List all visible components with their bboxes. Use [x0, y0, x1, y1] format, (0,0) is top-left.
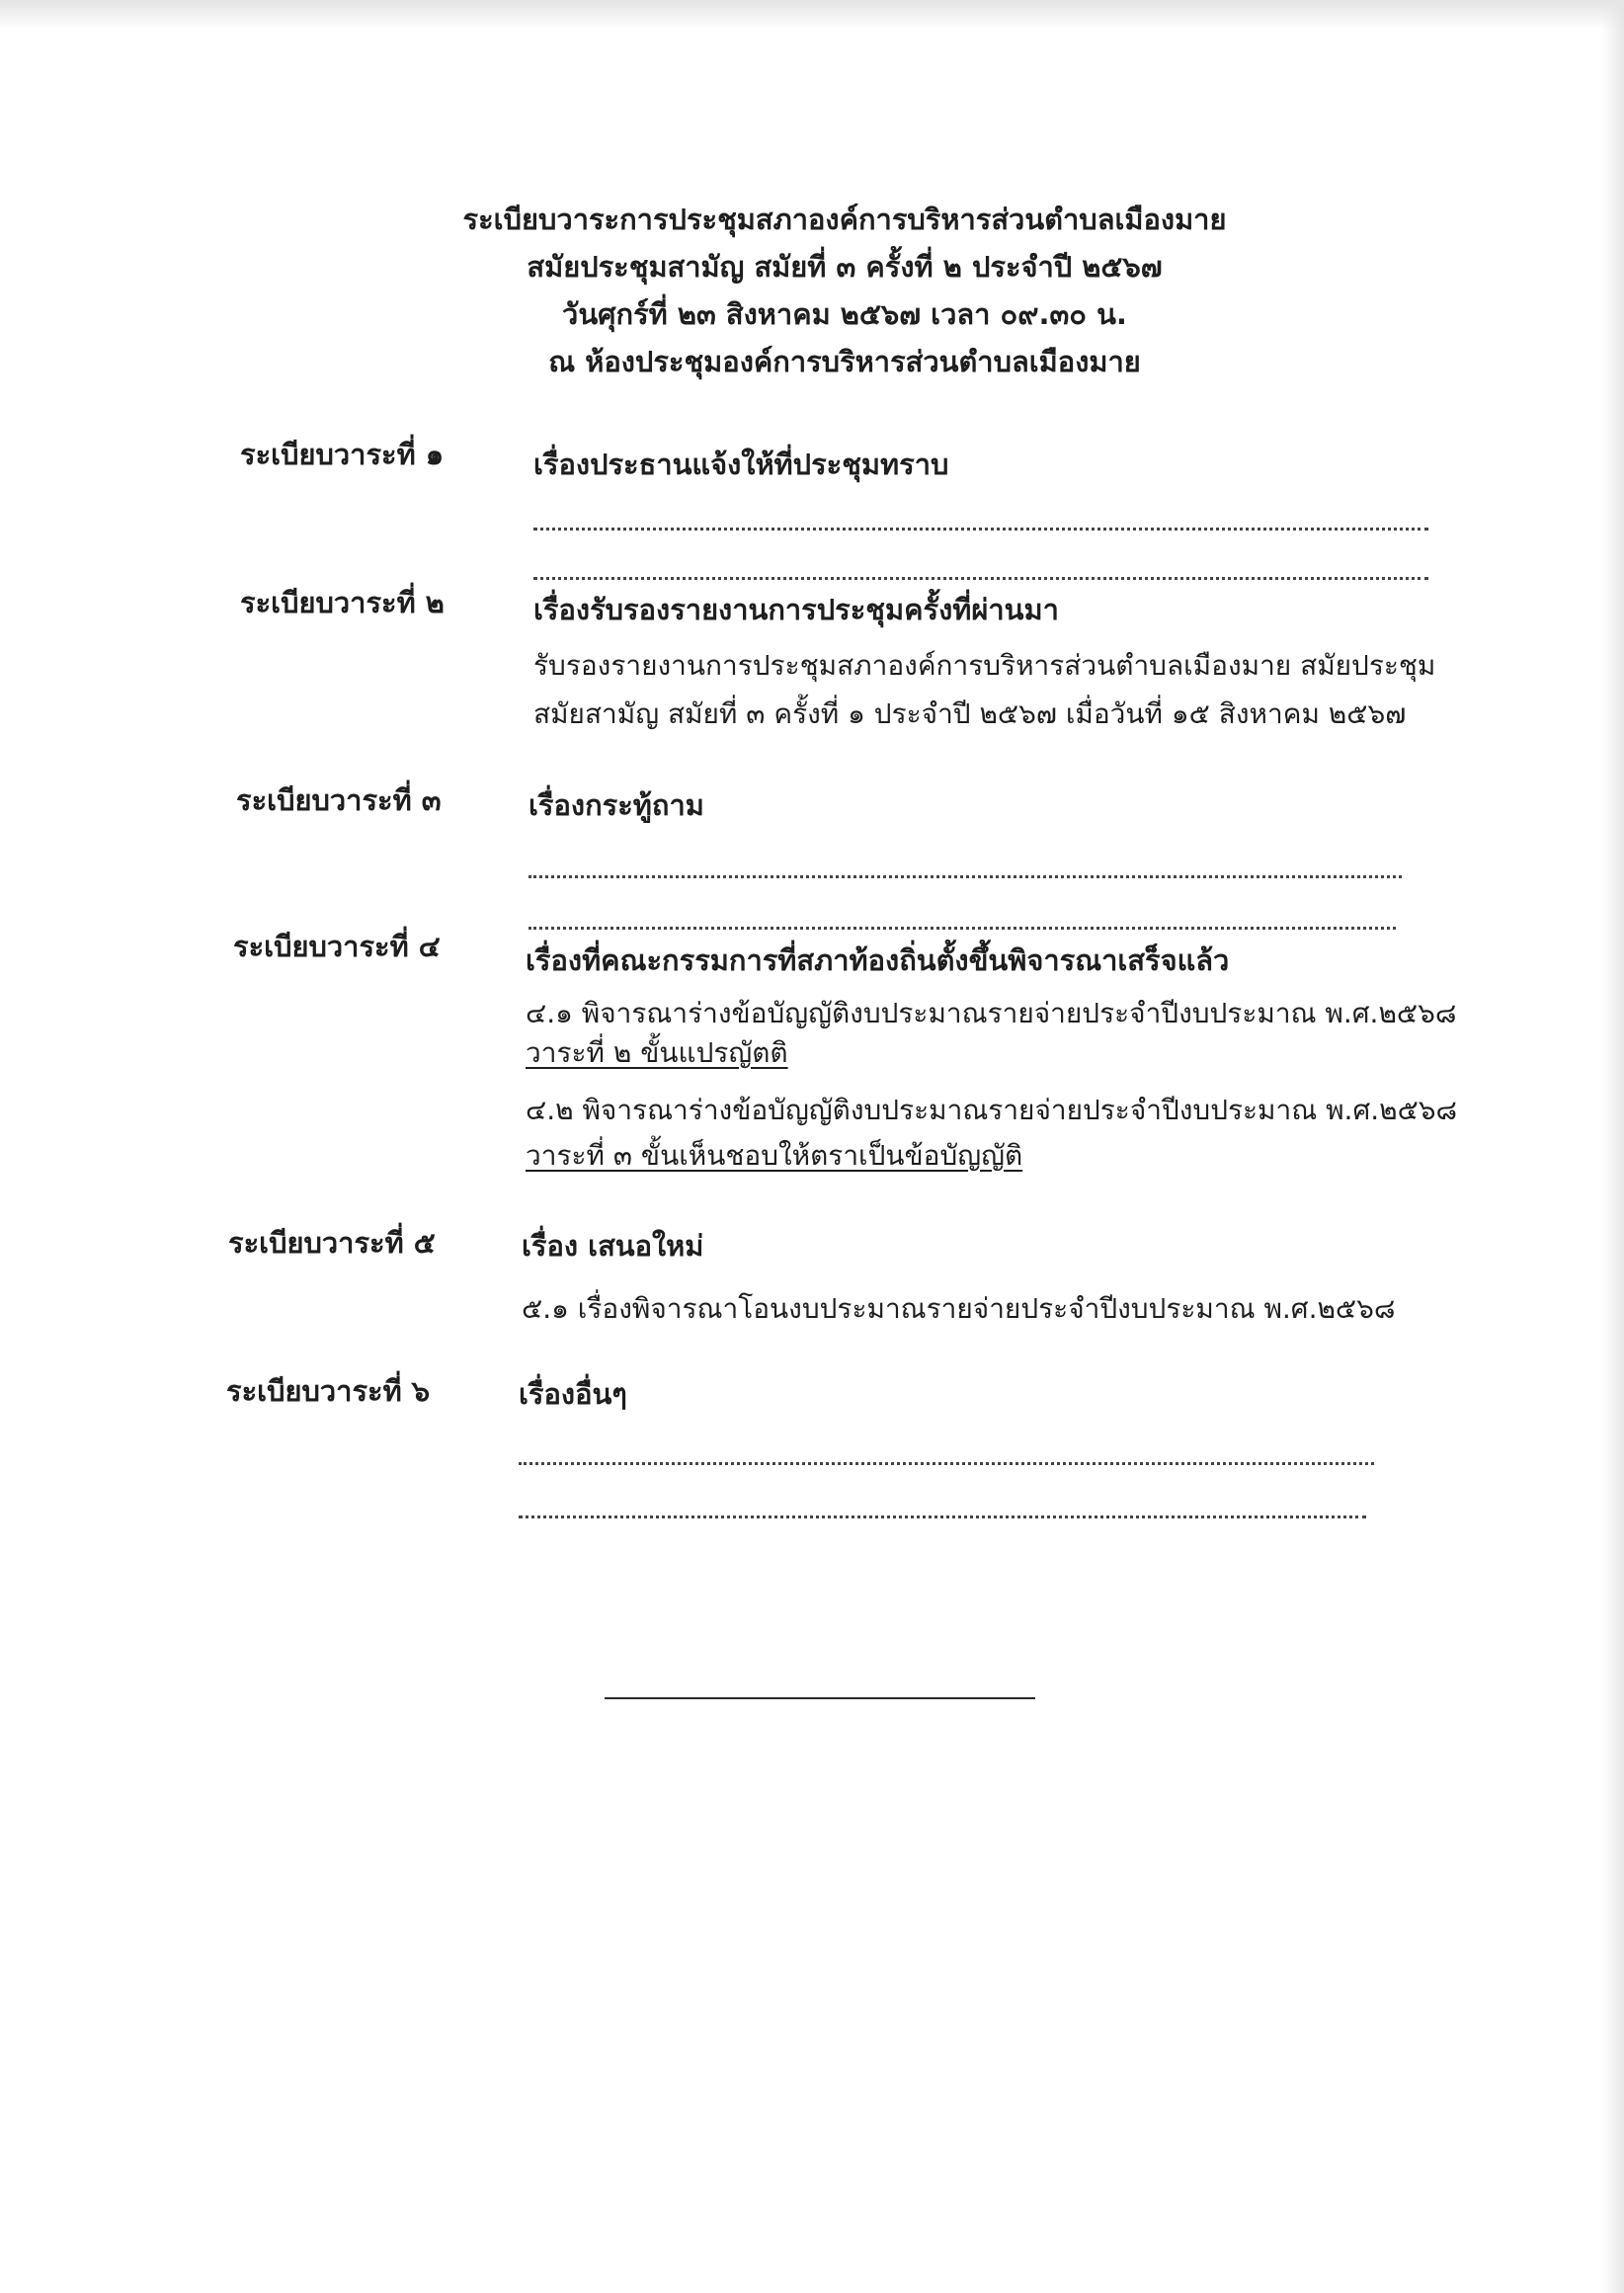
- agenda-title-4: เรื่องที่คณะกรรมการที่สภาท้องถิ่นตั้งขึ้นพิจารณาเสร็จแล้ว: [526, 943, 1230, 977]
- blank-line: [533, 528, 1428, 531]
- agenda-body-line: รับรองรายงานการประชุมสภาองค์การบริหารส่วนตำบลเมืองมาย สมัยประชุม: [533, 649, 1436, 682]
- agenda-label-1: ระเบียบวาระที่ ๑: [240, 438, 445, 471]
- header-title: ระเบียบวาระการประชุมสภาองค์การบริหารส่วนตำบลเมืองมาย: [462, 203, 1227, 236]
- agenda-title-5: เรื่อง เสนอใหม่: [522, 1229, 704, 1263]
- agenda-title-6: เรื่องอื่นๆ: [519, 1377, 627, 1411]
- agenda-subitem-5-1: ๕.๑ เรื่องพิจารณาโอนงบประมาณรายจ่ายประจำปีงบประมาณ พ.ศ.๒๕๖๘: [522, 1292, 1396, 1325]
- agenda-subitem-4-1: ๔.๑ พิจารณาร่างข้อบัญญัติงบประมาณรายจ่ายประจำปีงบประมาณ พ.ศ.๒๕๖๘: [526, 997, 1457, 1029]
- header-session: สมัยประชุมสามัญ สมัยที่ ๓ ครั้งที่ ๒ ประจำปี ๒๕๖๗: [527, 250, 1163, 284]
- header-venue: ณ ห้องประชุมองค์การบริหารส่วนตำบลเมืองมาย: [548, 345, 1141, 378]
- blank-line: [528, 927, 1396, 930]
- agenda-title-1: เรื่องประธานแจ้งให้ที่ประชุมทราบ: [533, 448, 949, 481]
- blank-line: [519, 1515, 1366, 1518]
- agenda-subitem-4-2: ๔.๒ พิจารณาร่างข้อบัญญัติงบประมาณรายจ่ายประจำปีงบประมาณ พ.ศ.๒๕๖๘: [526, 1094, 1458, 1126]
- agenda-label-3: ระเบียบวาระที่ ๓: [236, 783, 442, 817]
- agenda-title-3: เรื่องกระทู้ถาม: [528, 788, 704, 822]
- header-date-time: วันศุกร์ที่ ๒๓ สิงหาคม ๒๕๖๗ เวลา ๐๙.๓๐ น.: [562, 297, 1127, 331]
- scan-edge-top: [0, 0, 1624, 30]
- blank-line: [533, 577, 1428, 580]
- blank-line: [528, 875, 1402, 878]
- agenda-label-6: ระเบียบวาระที่ ๖: [226, 1374, 431, 1408]
- agenda-label-4: ระเบียบวาระที่ ๔: [233, 930, 441, 963]
- agenda-title-2: เรื่องรับรองรายงานการประชุมครั้งที่ผ่านมา: [533, 593, 1059, 626]
- agenda-body-line: สมัยสามัญ สมัยที่ ๓ ครั้งที่ ๑ ประจำปี ๒๕๖๗ เมื่อวันที่ ๑๕ สิงหาคม ๒๕๖๗: [533, 697, 1407, 730]
- agenda-label-5: ระเบียบวาระที่ ๕: [228, 1226, 436, 1260]
- document-header: [0, 196, 1624, 385]
- agenda-label-2: ระเบียบวาระที่ ๒: [240, 586, 445, 619]
- end-of-agenda-rule: [605, 1697, 1035, 1699]
- blank-line: [519, 1462, 1374, 1465]
- agenda-subitem-4-1-stage: วาระที่ ๒ ขั้นแปรญัตติ: [526, 1036, 788, 1069]
- agenda-subitem-4-2-stage: วาระที่ ๓ ขั้นเห็นชอบให้ตราเป็นข้อบัญญัติ: [526, 1139, 1023, 1172]
